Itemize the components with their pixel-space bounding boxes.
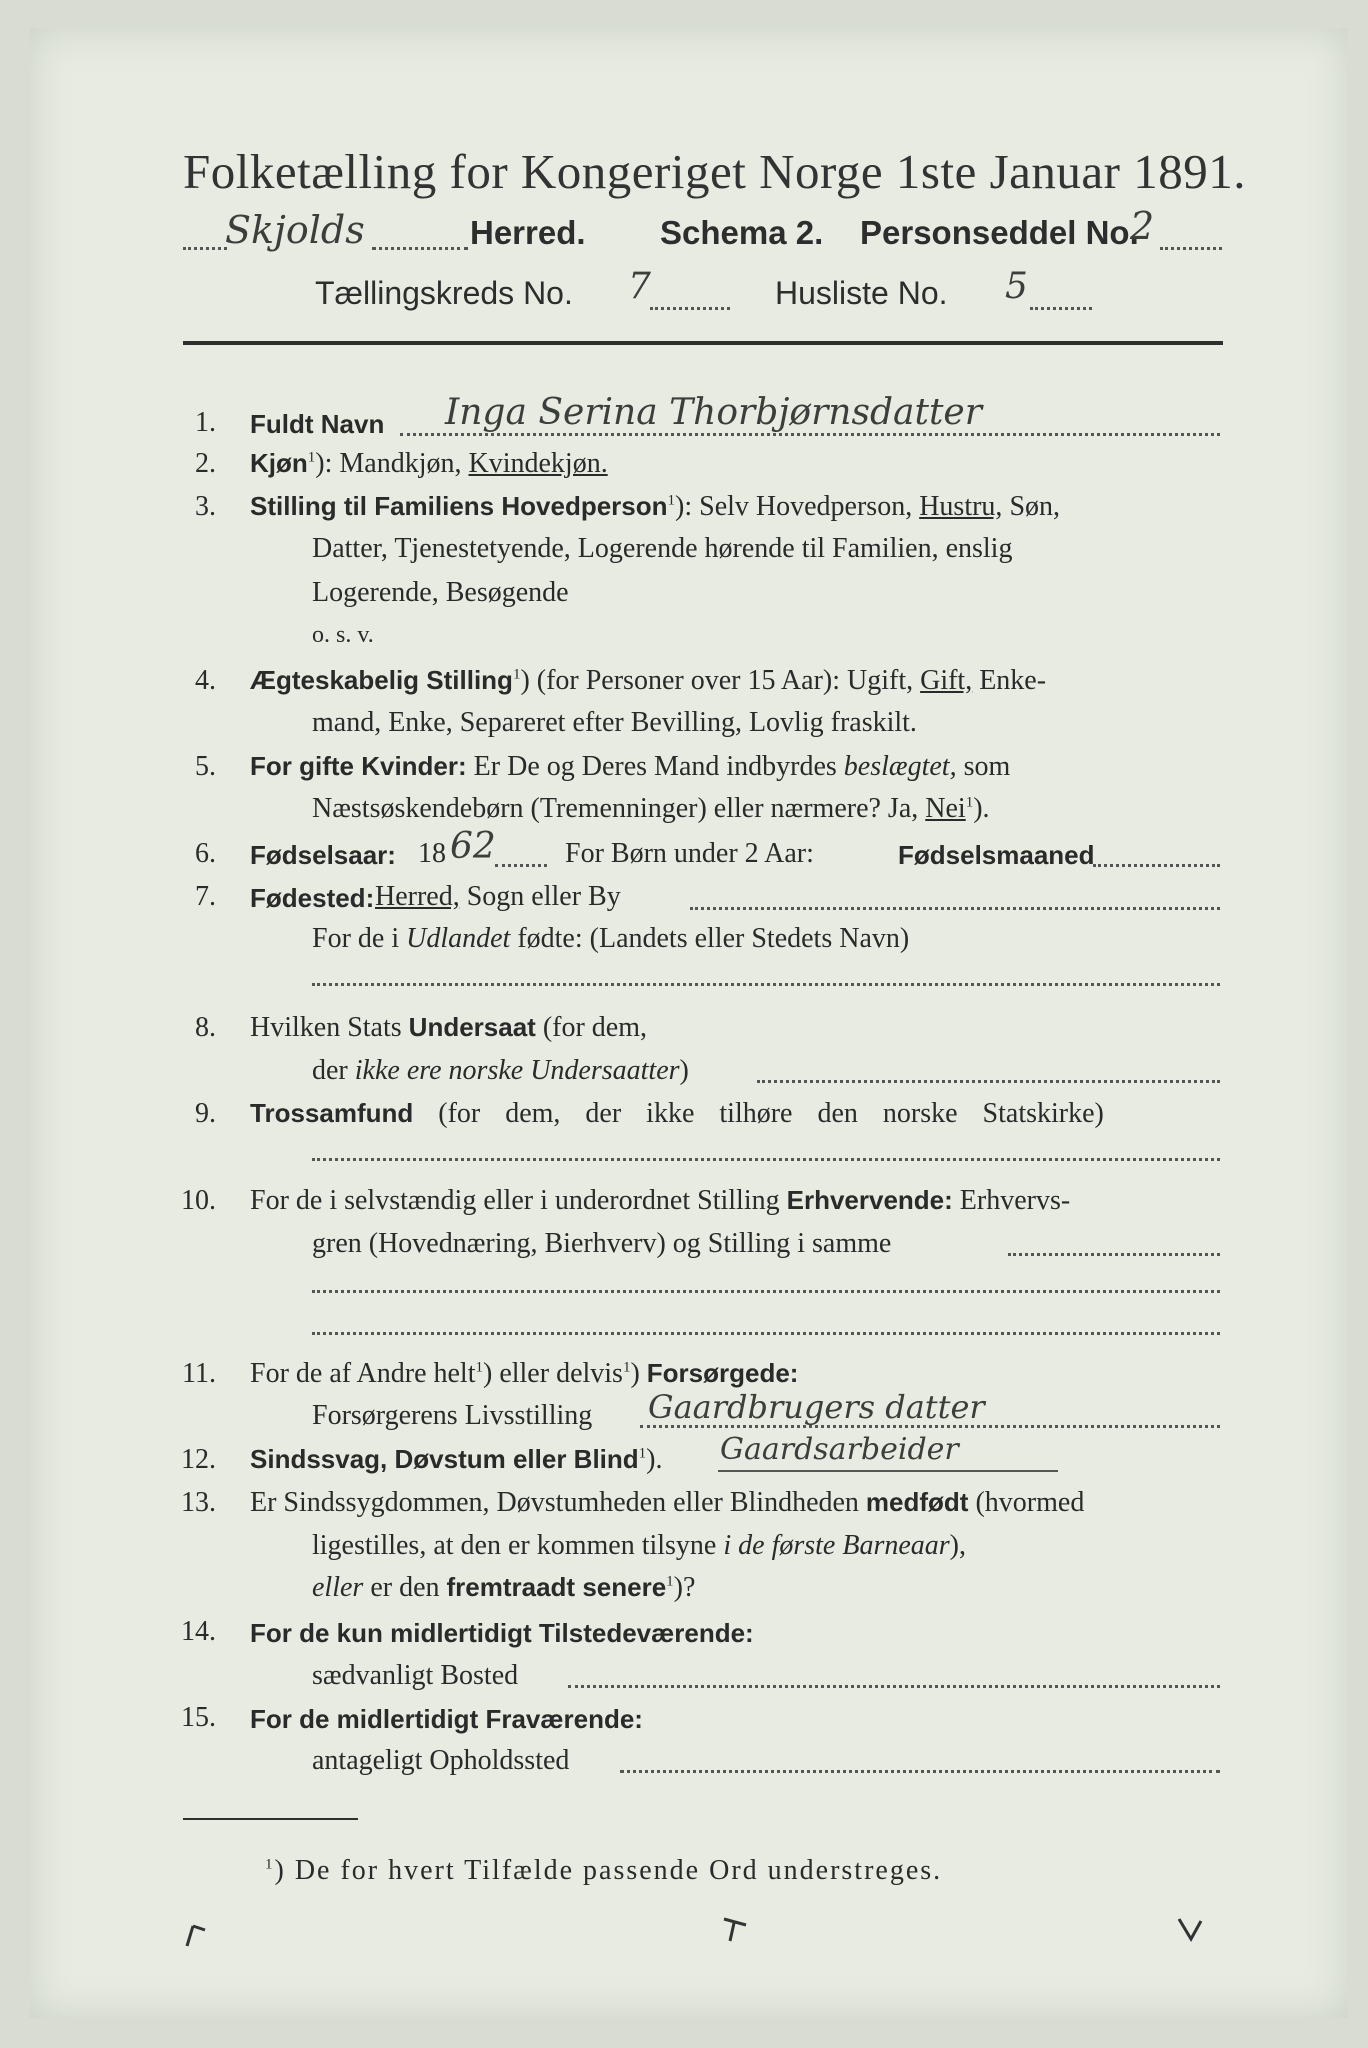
question-text: ),	[949, 1530, 966, 1561]
question-text: ikke ere norske Undersaatter	[354, 1055, 680, 1086]
birth-year-label: Fødselsaar:	[250, 840, 396, 870]
question-text: Erhvervs-	[959, 1185, 1071, 1216]
position-row	[250, 491, 1060, 523]
question-text: )	[630, 1358, 640, 1389]
position-options: Søn,	[1009, 491, 1061, 522]
item-number: 7.	[195, 881, 216, 912]
taellingskreds-label: Tællingskreds No.	[315, 275, 573, 311]
question-text: For de i selvstændig eller i underordnet Stilling	[250, 1185, 780, 1216]
full-name-answer: Inga Serina Thorbjørnsdatter	[445, 392, 982, 433]
footnote-ref: 1	[965, 794, 974, 811]
sex-label: Kjøn	[250, 448, 308, 478]
header-divider	[183, 341, 1223, 345]
question-text: Udlandet	[406, 923, 511, 954]
congenital-label: medfødt	[865, 1487, 969, 1517]
herred-label: Herred.	[470, 214, 586, 251]
birthplace-selected: Herred,	[375, 881, 460, 912]
question-text: fødte: (Landets eller Stedets Navn)	[517, 923, 910, 954]
marital-options: Enke-	[979, 665, 1047, 696]
later-onset-label: fremtraadt senere	[446, 1572, 667, 1602]
birth-month-label: Fødselsmaaned	[898, 840, 1095, 870]
kinship-question: som	[963, 751, 1011, 782]
disability-row	[250, 1444, 662, 1476]
usual-residence-label: sædvanligt Bosted	[312, 1660, 519, 1691]
kinship-question: ).	[973, 793, 990, 824]
question-text: ).	[646, 1444, 663, 1475]
position-options: ): Selv Hovedperson,	[675, 491, 913, 522]
dotted-line	[1008, 1253, 1220, 1256]
item-number: 15.	[181, 1702, 216, 1733]
census-form-sheet	[30, 28, 1348, 2018]
supporter-occupation-label: Forsørgerens Livsstilling	[312, 1400, 593, 1431]
dotted-line	[312, 983, 1220, 986]
supported-row	[250, 1358, 798, 1390]
item-number: 14.	[181, 1616, 216, 1647]
temporary-present-label: For de kun midlertidigt Tilstedeværende:	[250, 1618, 754, 1648]
question-text: )	[679, 1055, 689, 1086]
question-text: ligestilles, at den er kommen tilsyne	[312, 1530, 717, 1561]
kinship-selected: Nei	[925, 793, 966, 824]
schema-label: Schema 2.	[660, 214, 824, 251]
foreign-birthplace-question	[312, 923, 909, 955]
dotted-line	[1093, 864, 1220, 867]
kinship-question: beslægtet,	[843, 751, 957, 782]
dotted-line	[495, 864, 547, 867]
temporary-absent-label: For de midlertidigt Fraværende:	[250, 1704, 643, 1734]
answer-underline	[718, 1470, 1058, 1472]
religion-label: Trossamfund	[250, 1098, 414, 1128]
kinship-question: Næstsøskendebørn (Tremenninger) eller nærmere? Ja,	[312, 793, 919, 824]
dotted-line	[690, 907, 1220, 910]
full-name-label: Fuldt Navn	[250, 409, 385, 439]
supporter-occupation-answer: Gaardbrugers datter	[648, 1388, 985, 1426]
position-options-line2: Datter, Tjenestetyende, Logerende hørende til Familien, enslig	[312, 533, 1013, 564]
dotted-line	[620, 1770, 1220, 1773]
item-number: 3.	[195, 491, 216, 522]
dotted-line	[650, 307, 730, 310]
kinship-label: For gifte Kvinder:	[250, 751, 467, 781]
marital-options: ) (for Personer over 15 Aar): Ugift,	[520, 665, 914, 696]
dotted-line	[1160, 247, 1222, 250]
marital-selected: Gift,	[920, 665, 973, 696]
item-number: 8.	[195, 1012, 216, 1043]
footnote-ref: 1	[265, 1856, 275, 1873]
birth-month-question: For Børn under 2 Aar:	[565, 838, 814, 869]
birth-year-answer: 62	[450, 826, 496, 867]
congenital-row	[250, 1487, 1084, 1519]
religion-row	[250, 1098, 1104, 1130]
dotted-line	[757, 1080, 1220, 1083]
dotted-line	[312, 1290, 1220, 1293]
footnote-ref: 1	[666, 1573, 674, 1590]
marital-options-line2: mand, Enke, Separeret efter Bevilling, Lovlig fraskilt.	[312, 707, 917, 738]
footnote-text: ) De for hvert Tilfælde passende Ord understreges.	[274, 1855, 943, 1886]
sex-row	[250, 448, 608, 480]
occupation-row	[250, 1185, 1070, 1217]
question-text: For de af Andre helt	[250, 1358, 476, 1389]
footnote-ref: 1	[667, 492, 676, 509]
dotted-line	[312, 1332, 1220, 1335]
kinship-row-2	[312, 793, 990, 825]
dotted-line	[1030, 307, 1092, 310]
personseddel-number: 2	[1130, 204, 1155, 248]
congenital-row-2	[312, 1530, 966, 1562]
marital-row	[250, 665, 1046, 697]
question-text: )?	[673, 1572, 696, 1603]
taellingskreds-number: 7	[628, 266, 651, 307]
birthplace-options	[375, 881, 621, 913]
question-text: For de i	[312, 923, 400, 954]
question-text: ) eller delvis	[483, 1358, 623, 1389]
question-text: (hvormed	[975, 1487, 1085, 1518]
footnote-ref: 1	[638, 1445, 647, 1462]
footnote-ref: 1	[622, 1359, 631, 1376]
item-number: 13.	[181, 1487, 216, 1518]
sex-selected: Kvindekjøn.	[468, 448, 608, 479]
birth-year-prefix: 18	[418, 838, 446, 869]
form-title: Folketælling for Kongeriget Norge 1ste Januar 1891.	[183, 144, 1246, 199]
occupation-label: Erhvervende:	[786, 1185, 953, 1215]
footnote	[265, 1855, 942, 1887]
disability-answer: Gaardsarbeider	[720, 1432, 959, 1467]
kinship-row	[250, 751, 1010, 783]
herred-name: Skjolds	[225, 208, 365, 252]
registration-mark	[1175, 1915, 1205, 1945]
disability-label: Sindssvag, Døvstum eller Blind	[250, 1444, 639, 1474]
footnote-ref: 1	[475, 1359, 483, 1376]
husliste-number: 5	[1005, 266, 1028, 307]
footnote-divider	[183, 1818, 358, 1820]
question-text: der	[312, 1055, 348, 1086]
dotted-line	[183, 247, 227, 250]
question-text: Hvilken Stats	[250, 1012, 402, 1043]
citizenship-row-2	[312, 1055, 689, 1087]
item-number: 10.	[181, 1185, 216, 1216]
footnote-ref: 1	[512, 666, 521, 683]
question-text: i de første Barneaar	[723, 1530, 950, 1561]
item-number: 12.	[181, 1444, 216, 1475]
item-number: 1.	[195, 407, 216, 438]
dotted-line	[568, 1685, 1220, 1688]
item-number: 11.	[182, 1358, 216, 1389]
occupation-row-2: gren (Hovednæring, Bierhverv) og Stilling i samme	[312, 1228, 892, 1259]
question-text: (for dem, der ikke tilhøre den norske Statskirke)	[438, 1098, 1104, 1129]
supported-label: Forsørgede:	[646, 1358, 799, 1388]
marital-label: Ægteskabelig Stilling	[250, 665, 513, 695]
birthplace-label: Fødested:	[250, 883, 375, 913]
dotted-line	[400, 433, 1220, 436]
position-options-line3: Logerende, Besøgende	[312, 577, 569, 608]
husliste-label: Husliste No.	[775, 275, 948, 311]
position-selected: Hustru,	[919, 491, 1003, 522]
kinship-question: Er De og Deres Mand indbyrdes	[473, 751, 837, 782]
citizenship-row	[250, 1012, 647, 1044]
question-text: (for dem,	[542, 1012, 648, 1043]
probable-residence-label: antageligt Opholdssted	[312, 1745, 570, 1776]
registration-mark	[183, 1920, 213, 1950]
personseddel-label: Personseddel No.	[860, 214, 1139, 251]
question-text: eller	[312, 1572, 364, 1603]
item-number: 5.	[195, 751, 216, 782]
birthplace-options-text: Sogn eller By	[466, 881, 621, 912]
item-number: 4.	[195, 665, 216, 696]
sex-options: ): Mandkjøn,	[315, 448, 462, 479]
dotted-line	[312, 1158, 1220, 1161]
congenital-row-3	[312, 1572, 695, 1604]
item-number: 6.	[195, 838, 216, 869]
position-options-line4: o. s. v.	[312, 622, 374, 648]
question-text: er den	[370, 1572, 440, 1603]
dotted-line	[372, 247, 468, 250]
footnote-ref: 1	[307, 449, 316, 466]
registration-mark	[720, 1915, 750, 1945]
question-text: Er Sindssygdommen, Døvstumheden eller Blindheden	[250, 1487, 859, 1518]
item-number: 2.	[195, 448, 216, 479]
position-label: Stilling til Familiens Hovedperson	[250, 491, 668, 521]
citizenship-label: Undersaat	[408, 1012, 536, 1042]
item-number: 9.	[195, 1098, 216, 1129]
